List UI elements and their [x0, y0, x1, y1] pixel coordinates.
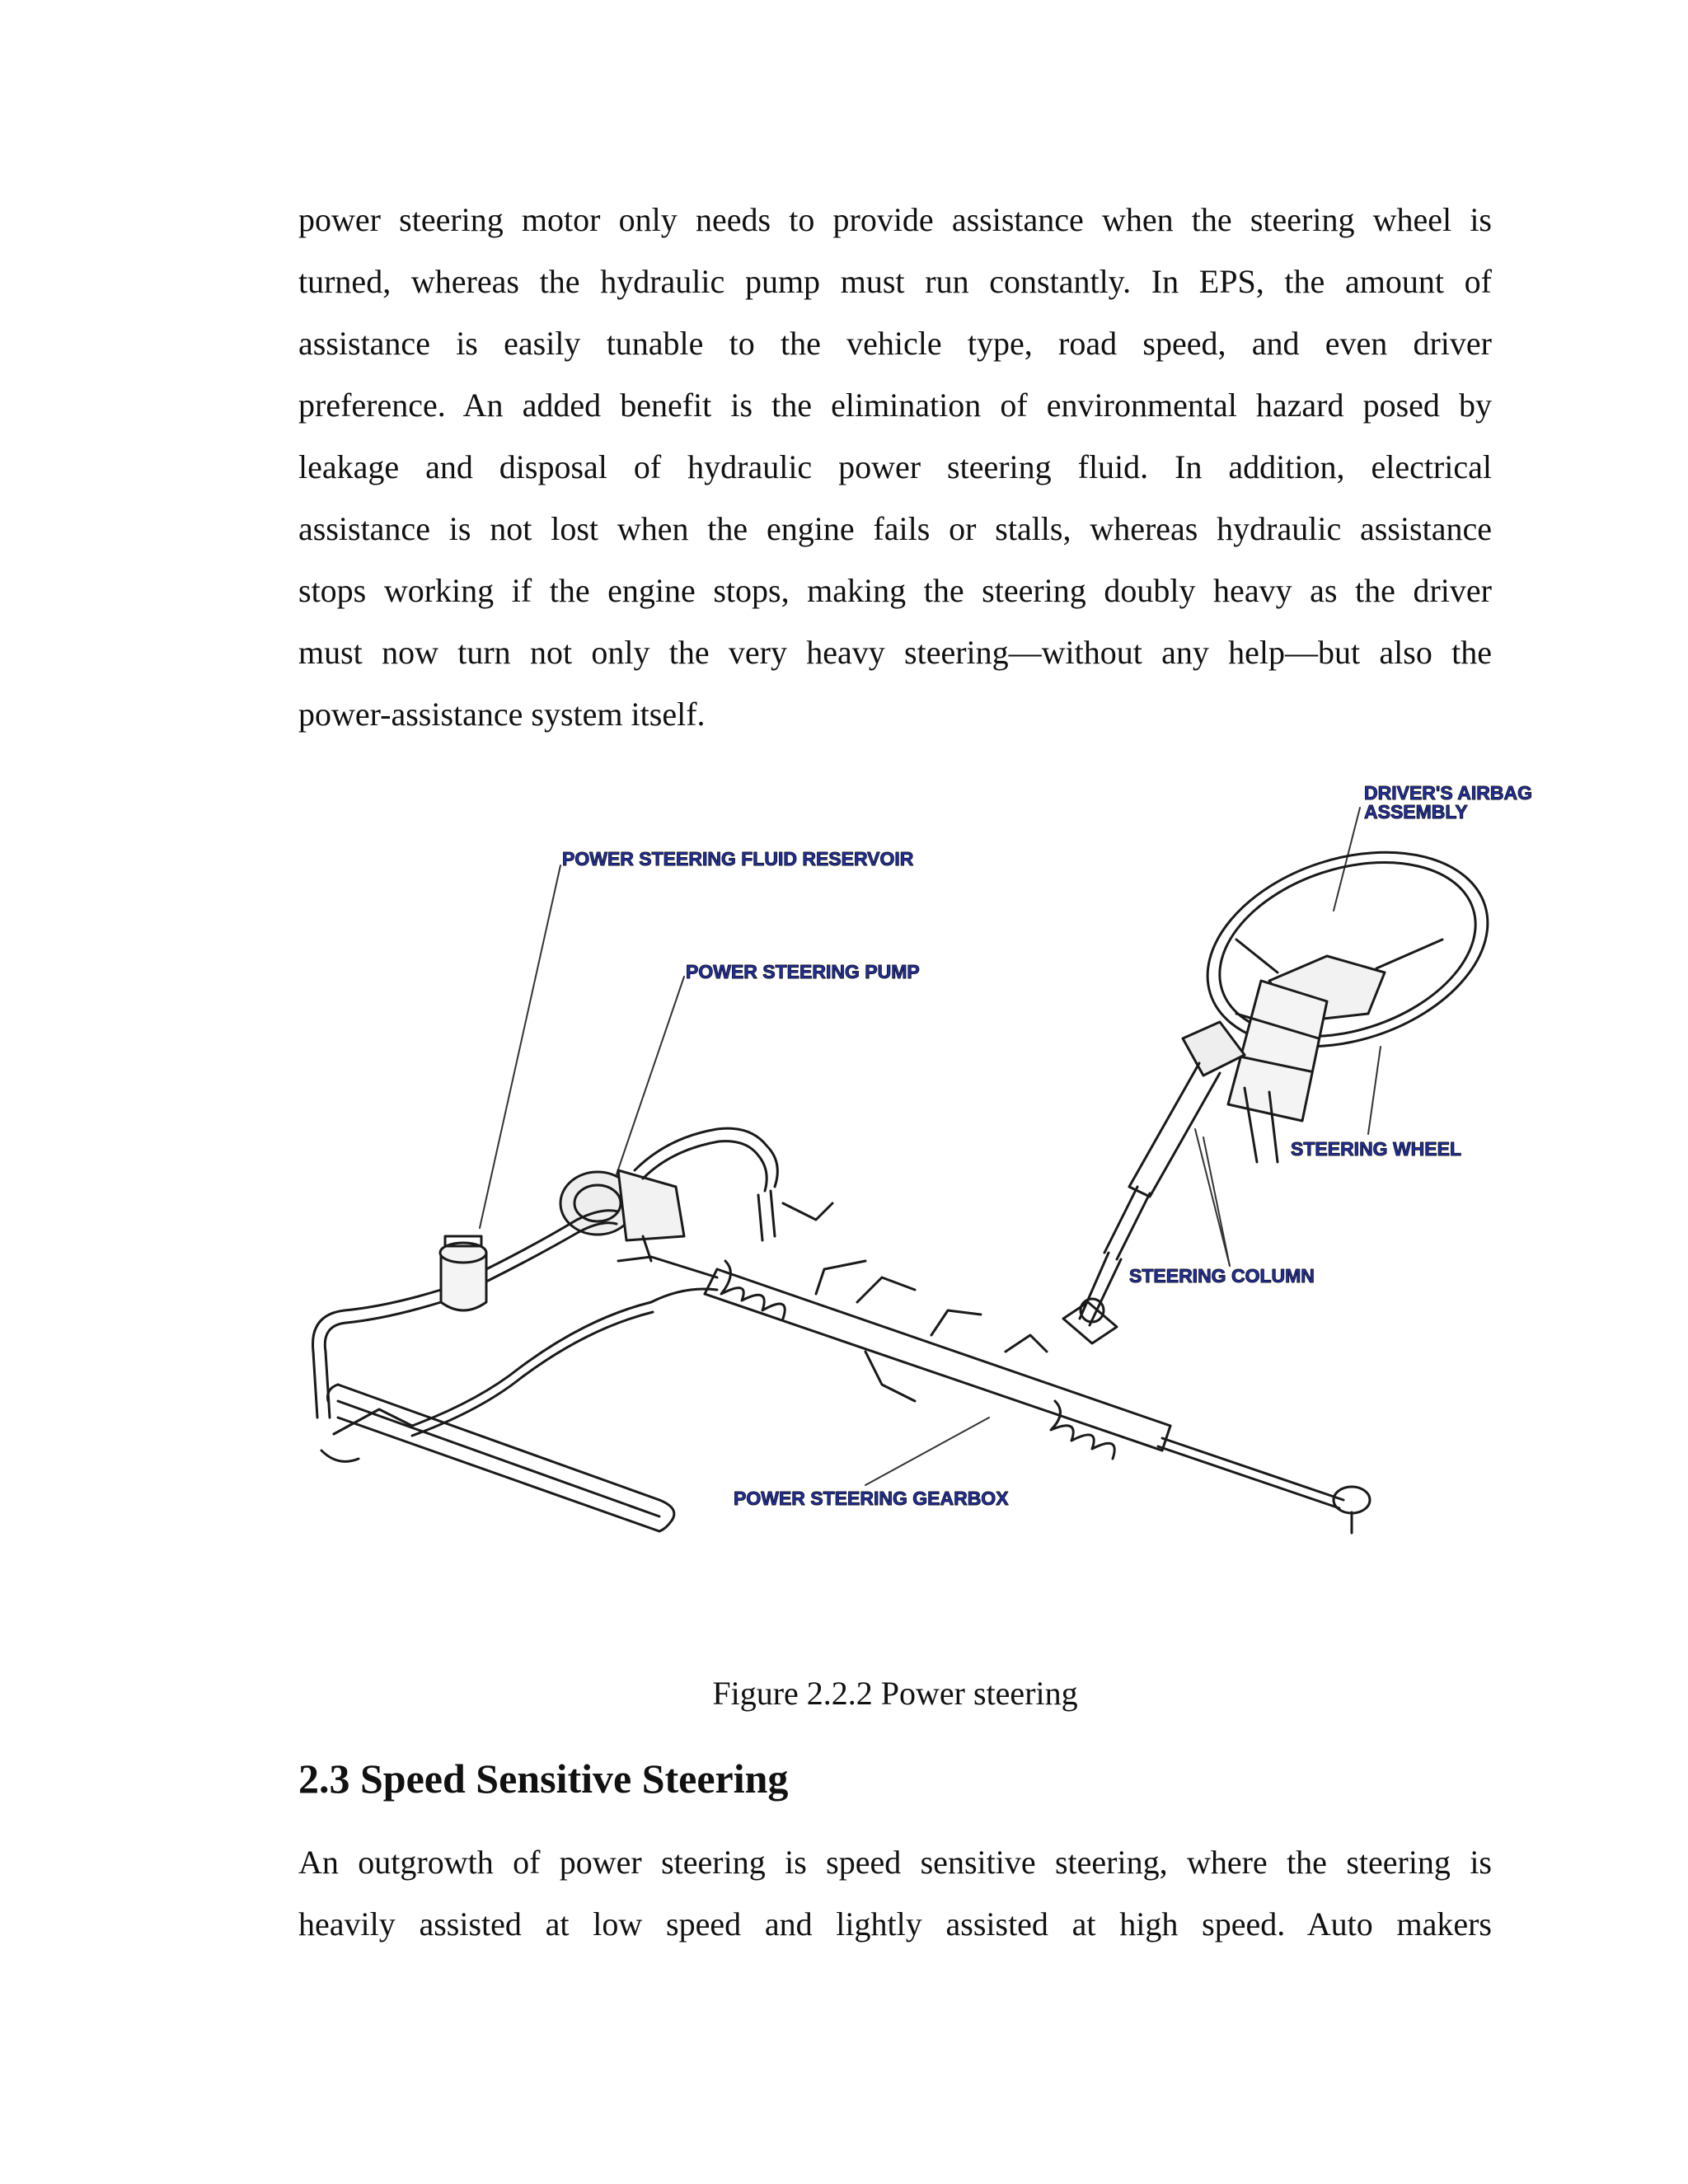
callout-steering-column: STEERING COLUMN — [1129, 1265, 1315, 1286]
callout-airbag-line-2: ASSEMBLY — [1364, 801, 1468, 823]
text-line: stops working if the engine stops, making the steering doubly heavy as the driver — [298, 572, 1492, 609]
body-paragraph — [298, 189, 1492, 745]
text-line: preference. An added benefit is the elimination of environmental hazard posed by — [298, 387, 1492, 424]
section-heading: 2.3 Speed Sensitive Steering — [298, 1755, 789, 1802]
fluid-reservoir-drawing — [440, 1211, 618, 1310]
callout-steering-wheel: STEERING WHEEL — [1291, 1138, 1462, 1160]
text-line: turned, whereas the hydraulic pump must run constantly. In EPS, the amount of — [298, 263, 1492, 300]
text-line: assistance is easily tunable to the vehicle type, road speed, and even driver — [298, 325, 1492, 362]
hoses-and-cooler-drawing — [312, 1203, 832, 1531]
steering-column-drawing — [1063, 981, 1327, 1343]
callout-pump: POWER STEERING PUMP — [686, 961, 920, 982]
callout-leader-lines — [480, 808, 1381, 1485]
text-line: power steering motor only needs to provide assistance when the steering wheel is — [298, 201, 1492, 238]
steering-pump-drawing — [560, 1128, 777, 1261]
power-steering-diagram — [288, 775, 1558, 1566]
text-line: heavily assisted at low speed and lightly assisted at high speed. Auto makers — [298, 1905, 1492, 1943]
callout-gearbox: POWER STEERING GEARBOX — [734, 1488, 1009, 1509]
text-line: An outgrowth of power steering is speed sensitive steering, where the steering is — [298, 1844, 1492, 1881]
figure-caption: Figure 2.2.2 Power steering — [712, 1675, 1078, 1712]
text-line: power-assistance system itself. — [298, 696, 706, 733]
text-line: must now turn not only the very heavy steering—without any help—but also the — [298, 634, 1492, 671]
text-line: assistance is not lost when the engine fails or stalls, whereas hydraulic assistance — [298, 510, 1492, 547]
body-paragraph — [298, 1831, 1492, 1955]
power-steering-figure — [288, 775, 1558, 1566]
text-line: leakage and disposal of hydraulic power steering fluid. In addition, electrical — [298, 448, 1492, 485]
callout-airbag-line-1: DRIVER'S AIRBAG — [1364, 782, 1532, 804]
callout-fluid-reservoir: POWER STEERING FLUID RESERVOIR — [562, 848, 914, 869]
